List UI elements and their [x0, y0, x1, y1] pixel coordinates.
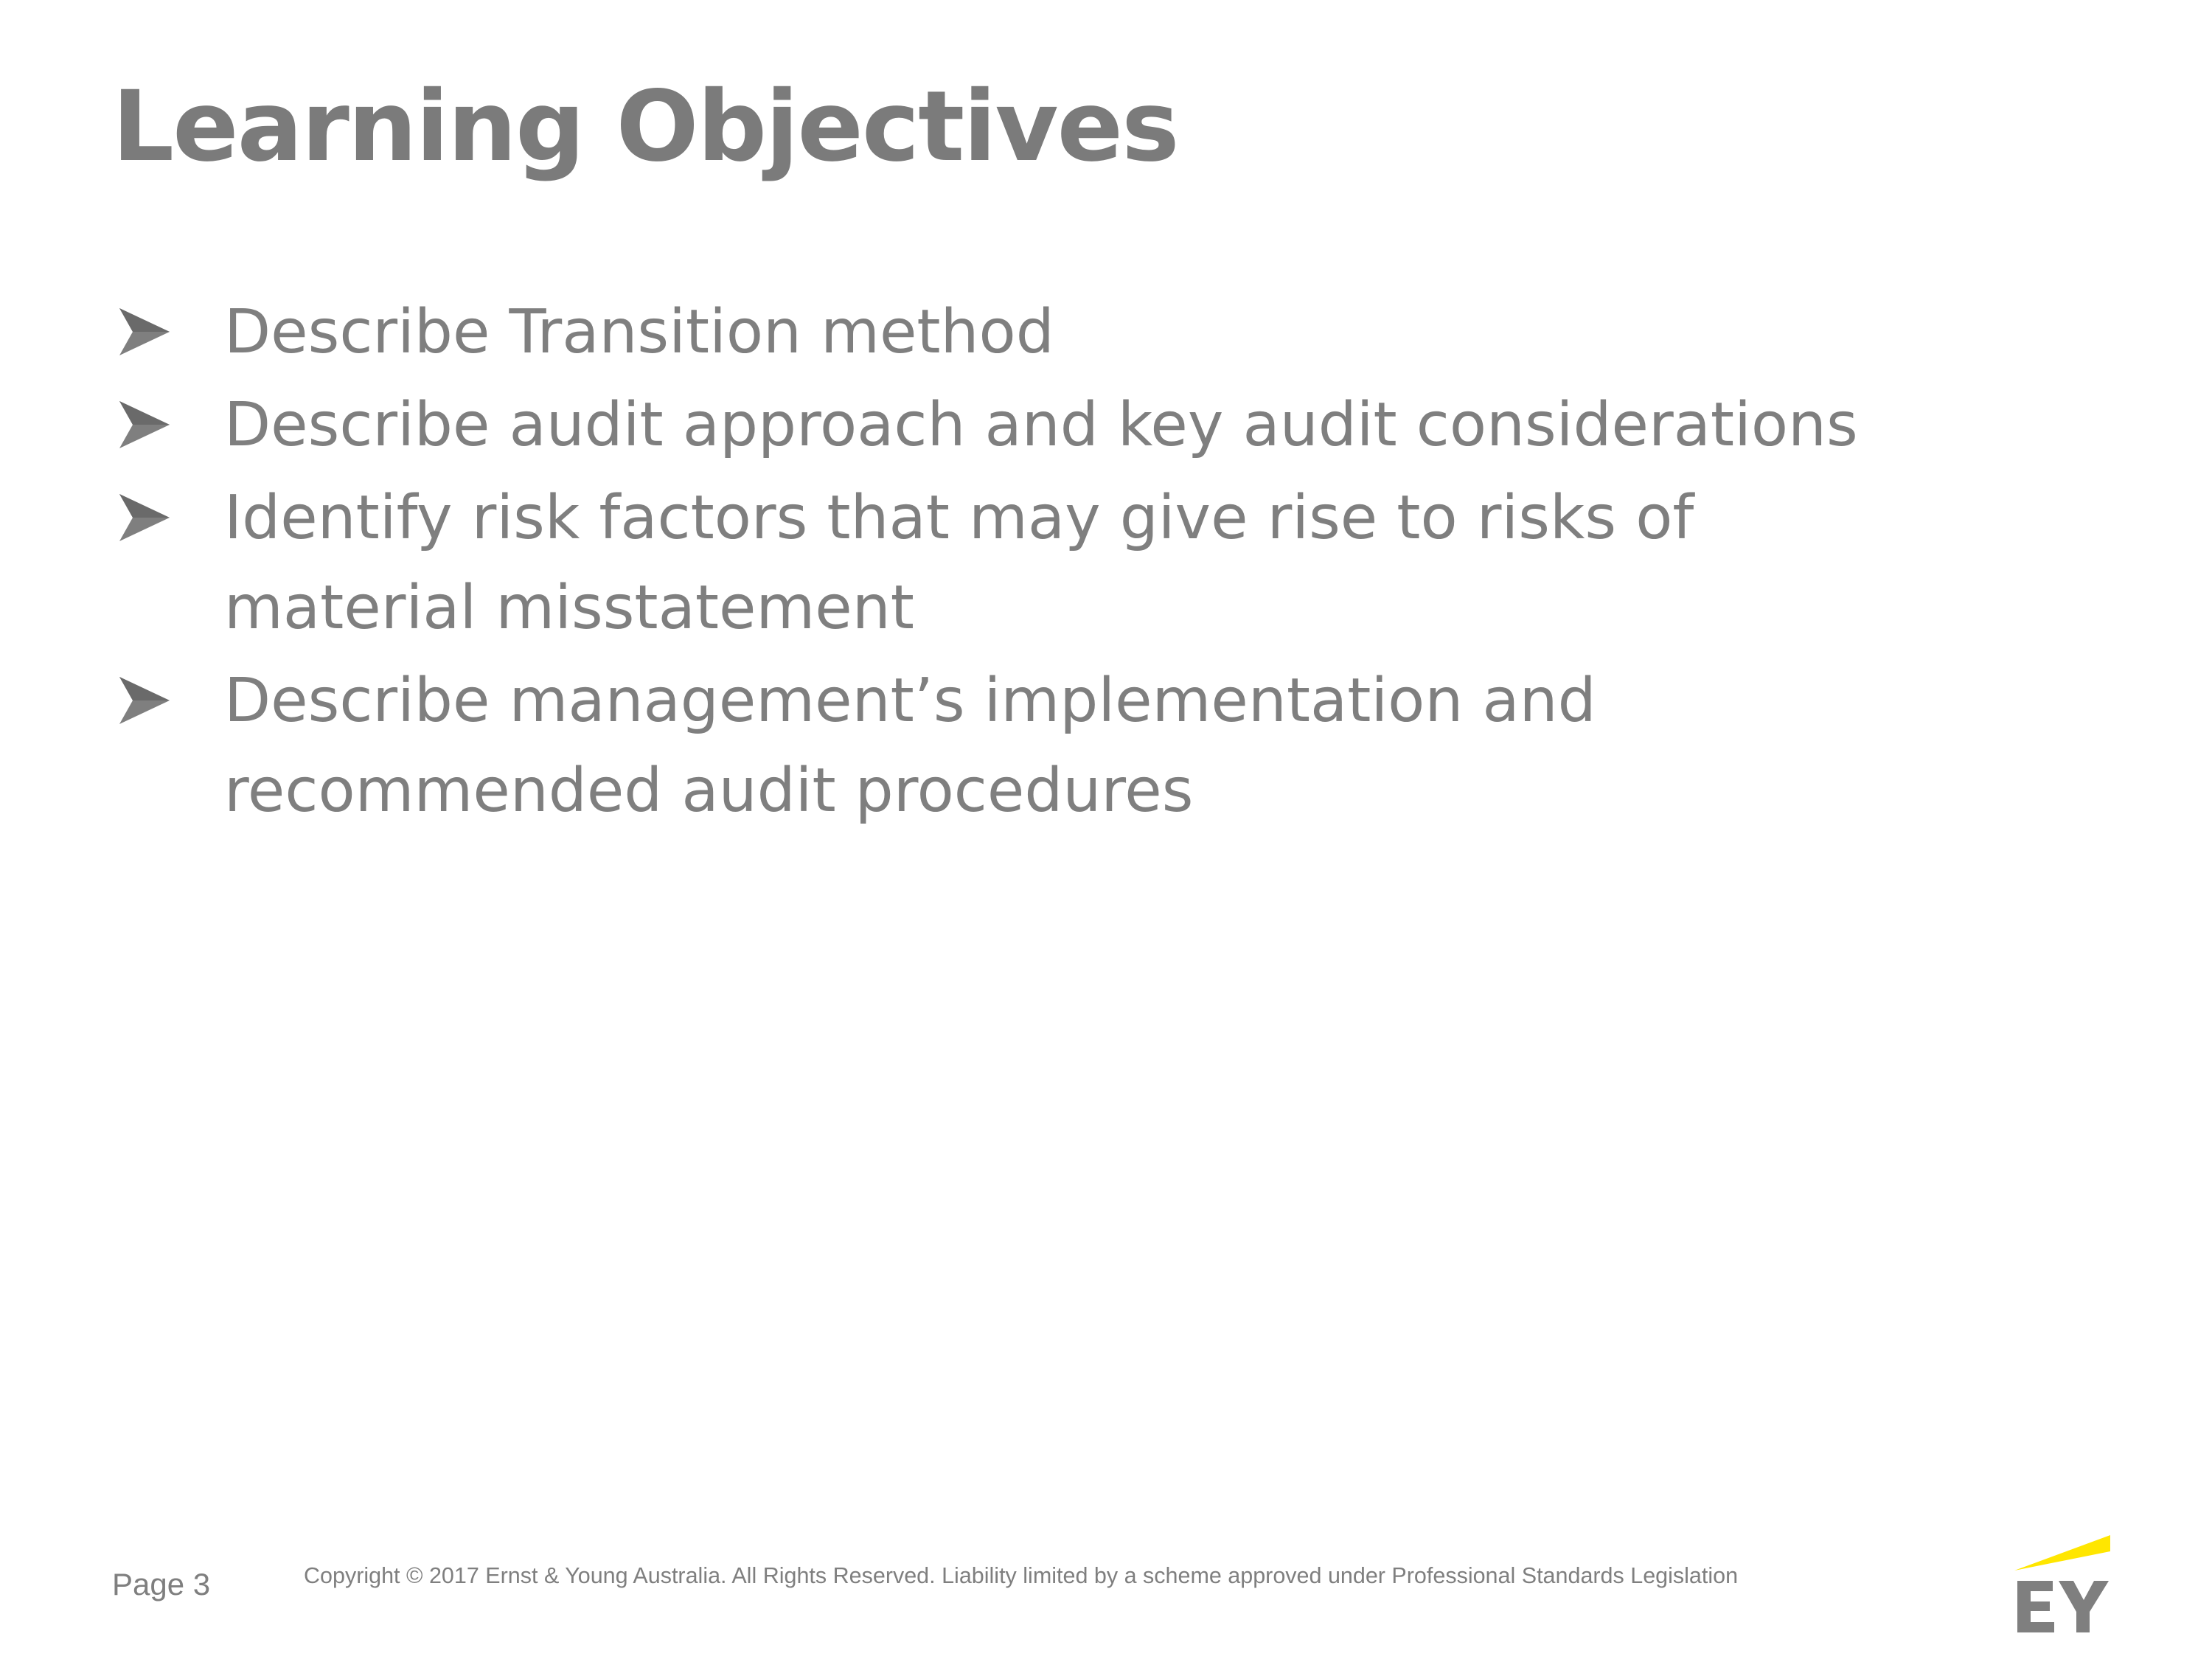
arrow-bullet-icon [118, 305, 171, 358]
bullet-text: Describe management’s implementation and recommended audit procedures [224, 666, 1596, 826]
bullet-item [112, 380, 2066, 470]
page-number: Page 3 [112, 1567, 211, 1601]
bullet-text: Identify risk factors that may give rise to risks of material misstatement [224, 483, 1694, 643]
bullet-item [112, 473, 2066, 653]
slide-title: Learning Objectives [112, 70, 1178, 184]
ey-logo [2013, 1535, 2113, 1638]
arrow-bullet-icon [118, 674, 171, 727]
arrow-bullet-icon [118, 398, 171, 451]
bullet-text: Describe Transition method [224, 297, 1054, 367]
bullet-item [112, 656, 2066, 836]
bullet-list [112, 288, 2066, 848]
arrow-bullet-icon [118, 491, 171, 544]
bullet-text: Describe audit approach and key audit considerations [224, 390, 1858, 460]
copyright-notice: Copyright © 2017 Ernst & Young Australia. All Rights Reserved. Liability limited by a scheme approved under Professional Standards Legislation [304, 1563, 1739, 1588]
bullet-item [112, 288, 2066, 378]
